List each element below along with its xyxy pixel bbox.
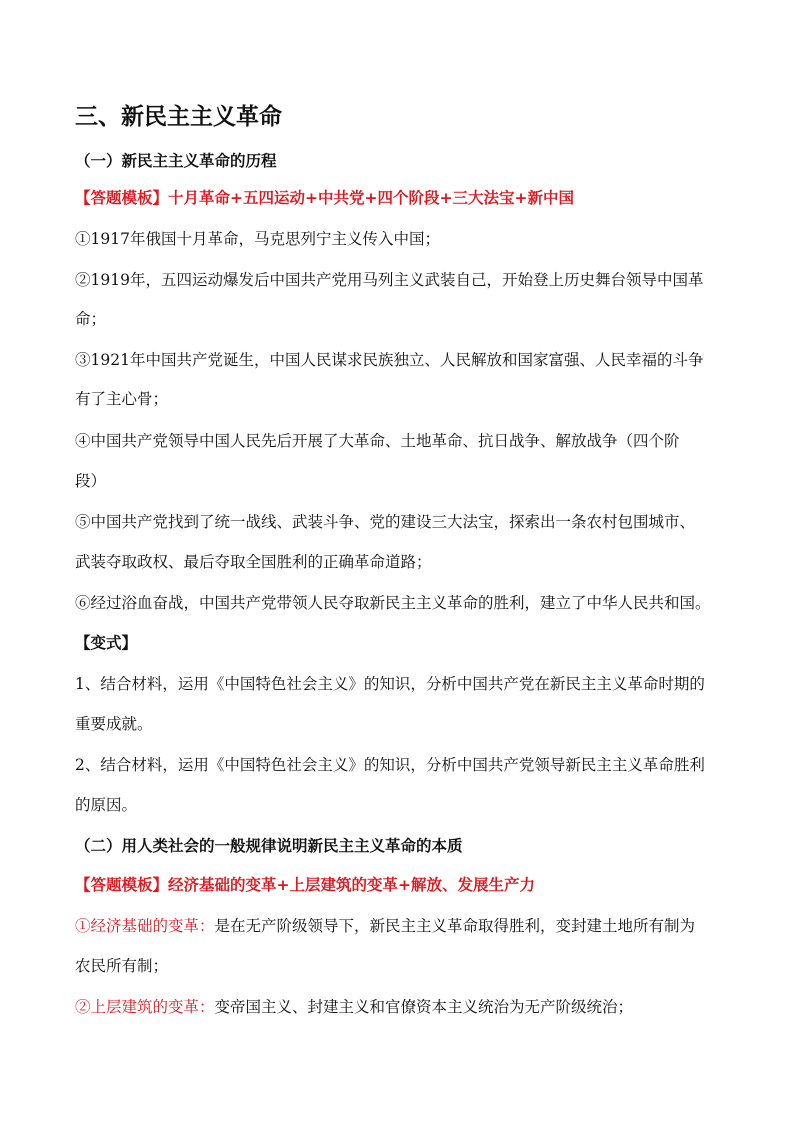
point-2-line-1: ②1919年，五四运动爆发后中国共产党用马列主义武装自己，开始登上历史舞台领导中国革	[75, 271, 704, 289]
variant-2-line-2: 的原因。	[75, 796, 138, 814]
point-3-line-1: ③1921年中国共产党诞生，中国人民谋求民族独立、人民解放和国家富强、人民幸福的斗争	[75, 351, 704, 369]
variant-2-line-1: 2、结合材料，运用《中国特色社会主义》的知识，分析中国共产党领导新民主主义革命胜利	[75, 756, 705, 774]
section-title: 三、新民主主义革命	[75, 104, 282, 130]
part1-heading: （一）新民主主义革命的历程	[75, 152, 277, 170]
point-4-line-1: ④中国共产党领导中国人民先后开展了大革命、土地革命、抗日战争、解放战争（四个阶	[75, 432, 680, 450]
variant-1-line-1: 1、结合材料，运用《中国特色社会主义》的知识，分析中国共产党在新民主主义革命时期的	[75, 675, 705, 693]
point-5-line-2: 武装夺取政权、最后夺取全国胜利的正确革命道路；	[75, 553, 432, 571]
economic-base-label: ①经济基础的变革：	[75, 917, 215, 935]
point-5-line-1: ⑤中国共产党找到了统一战线、武装斗争、党的建设三大法宝，探索出一条农村包围城市、	[75, 513, 696, 531]
part2-template: 【答题模板】经济基础的变革+上层建筑的变革+解放、发展生产力	[75, 876, 535, 894]
economic-base-line-2: 农民所有制；	[75, 957, 169, 975]
variant-label: 【变式】	[75, 634, 138, 652]
point-3-line-2: 有了主心骨；	[75, 390, 169, 408]
part2-heading: （二）用人类社会的一般规律说明新民主主义革命的本质	[75, 837, 463, 855]
point-1-line-1: ①1917年俄国十月革命，马克思列宁主义传入中国；	[75, 230, 440, 248]
economic-base-line-1	[75, 915, 695, 937]
point-2-line-2: 命；	[75, 310, 107, 328]
part1-template: 【答题模板】十月革命+五四运动+中共党+四个阶段+三大法宝+新中国	[75, 189, 574, 207]
point-4-line-2: 段）	[75, 472, 107, 490]
economic-base-text: 是在无产阶级领导下，新民主主义革命取得胜利，变封建土地所有制为	[214, 917, 696, 935]
point-6-line-1: ⑥经过浴血奋战，中国共产党带领人民夺取新民主主义革命的胜利，建立了中华人民共和国。	[75, 594, 711, 612]
superstructure-line	[75, 996, 633, 1018]
superstructure-text: 变帝国主义、封建主义和官僚资本主义统治为无产阶级统治；	[214, 998, 634, 1016]
variant-1-line-2: 重要成就。	[75, 715, 153, 733]
superstructure-label: ②上层建筑的变革：	[75, 998, 215, 1016]
